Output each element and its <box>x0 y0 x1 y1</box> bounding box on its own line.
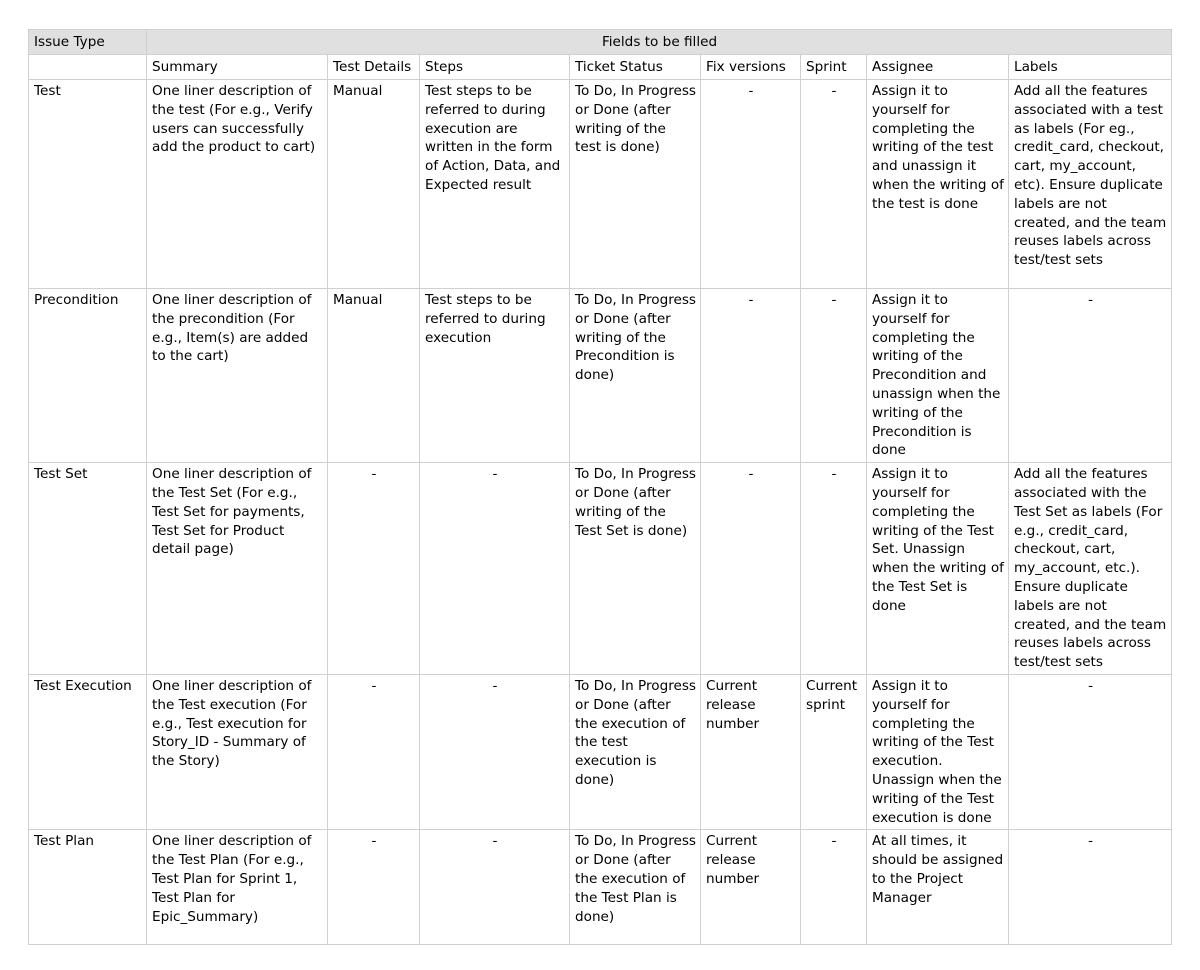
cell-test-details: Manual <box>328 289 420 463</box>
cell-issue-type: Test Execution <box>29 674 147 829</box>
cell-fix-versions: - <box>701 80 801 289</box>
cell-assignee: At all times, it should be assigned to the Project Manager <box>867 830 1009 945</box>
table-row <box>29 830 1172 945</box>
cell-test-details: - <box>328 463 420 675</box>
cell-sprint: - <box>801 80 867 289</box>
column-header-ticket-status: Ticket Status <box>570 55 701 80</box>
cell-assignee: Assign it to yourself for completing the writing of the test and unassign it when the writing of the test is done <box>867 80 1009 289</box>
column-header-fix-versions: Fix versions <box>701 55 801 80</box>
cell-steps: - <box>420 830 570 945</box>
cell-labels: Add all the features associated with a test as labels (For eg., credit_card, checkout, cart, my_account, etc). Ensure duplicate labels are not created, and the team reuses labels across test/test sets <box>1009 80 1172 289</box>
cell-labels: - <box>1009 674 1172 829</box>
issue-type-fields-table-container <box>28 29 1171 945</box>
cell-test-details: - <box>328 830 420 945</box>
cell-steps: - <box>420 463 570 675</box>
cell-fix-versions: - <box>701 289 801 463</box>
cell-labels: - <box>1009 830 1172 945</box>
cell-test-details: - <box>328 674 420 829</box>
cell-sprint: Current sprint <box>801 674 867 829</box>
issue-type-banner-cell: Issue Type <box>29 30 147 55</box>
cell-summary: One liner description of the precondition (For e.g., Item(s) are added to the cart) <box>147 289 328 463</box>
column-header-test-details: Test Details <box>328 55 420 80</box>
cell-issue-type: Test Set <box>29 463 147 675</box>
issue-type-fields-table <box>28 29 1172 945</box>
table-header-row <box>29 55 1172 80</box>
column-header-labels: Labels <box>1009 55 1172 80</box>
cell-fix-versions: - <box>701 463 801 675</box>
column-header-summary: Summary <box>147 55 328 80</box>
cell-issue-type: Test Plan <box>29 830 147 945</box>
table-row <box>29 289 1172 463</box>
cell-labels: - <box>1009 289 1172 463</box>
cell-labels: Add all the features associated with the Test Set as labels (For e.g., credit_card, checkout, cart, my_account, etc.). Ensure duplicate labels are not created, and the team reuses labels across test/test sets <box>1009 463 1172 675</box>
cell-ticket-status: To Do, In Progress or Done (after the execution of the test execution is done) <box>570 674 701 829</box>
cell-assignee: Assign it to yourself for completing the writing of the Test Set. Unassign when the writing of the Test Set is done <box>867 463 1009 675</box>
cell-issue-type: Test <box>29 80 147 289</box>
cell-sprint: - <box>801 289 867 463</box>
cell-ticket-status: To Do, In Progress or Done (after the execution of the Test Plan is done) <box>570 830 701 945</box>
column-header-assignee: Assignee <box>867 55 1009 80</box>
table-row <box>29 80 1172 289</box>
cell-assignee: Assign it to yourself for completing the writing of the Test execution. Unassign when the writing of the Test execution is done <box>867 674 1009 829</box>
column-header-steps: Steps <box>420 55 570 80</box>
cell-test-details: Manual <box>328 80 420 289</box>
cell-fix-versions: Current release number <box>701 674 801 829</box>
cell-sprint: - <box>801 463 867 675</box>
cell-summary: One liner description of the Test execution (For e.g., Test execution for Story_ID - Summary of the Story) <box>147 674 328 829</box>
column-header-sprint: Sprint <box>801 55 867 80</box>
table-row <box>29 674 1172 829</box>
fields-to-be-filled-banner-cell: Fields to be filled <box>147 30 1172 55</box>
cell-summary: One liner description of the Test Plan (For e.g., Test Plan for Sprint 1, Test Plan for Epic_Summary) <box>147 830 328 945</box>
cell-ticket-status: To Do, In Progress or Done (after writing of the Precondition is done) <box>570 289 701 463</box>
table-row <box>29 463 1172 675</box>
cell-steps: - <box>420 674 570 829</box>
cell-ticket-status: To Do, In Progress or Done (after writing of the test is done) <box>570 80 701 289</box>
cell-steps: Test steps to be referred to during execution are written in the form of Action, Data, and Expected result <box>420 80 570 289</box>
cell-fix-versions: Current release number <box>701 830 801 945</box>
cell-issue-type: Precondition <box>29 289 147 463</box>
table-banner-row <box>29 30 1172 55</box>
cell-assignee: Assign it to yourself for completing the writing of the Precondition and unassign when the writing of the Precondition is done <box>867 289 1009 463</box>
cell-ticket-status: To Do, In Progress or Done (after writing of the Test Set is done) <box>570 463 701 675</box>
cell-sprint: - <box>801 830 867 945</box>
cell-summary: One liner description of the test (For e.g., Verify users can successfully add the product to cart) <box>147 80 328 289</box>
column-header-blank <box>29 55 147 80</box>
cell-steps: Test steps to be referred to during execution <box>420 289 570 463</box>
cell-summary: One liner description of the Test Set (For e.g., Test Set for payments, Test Set for Product detail page) <box>147 463 328 675</box>
